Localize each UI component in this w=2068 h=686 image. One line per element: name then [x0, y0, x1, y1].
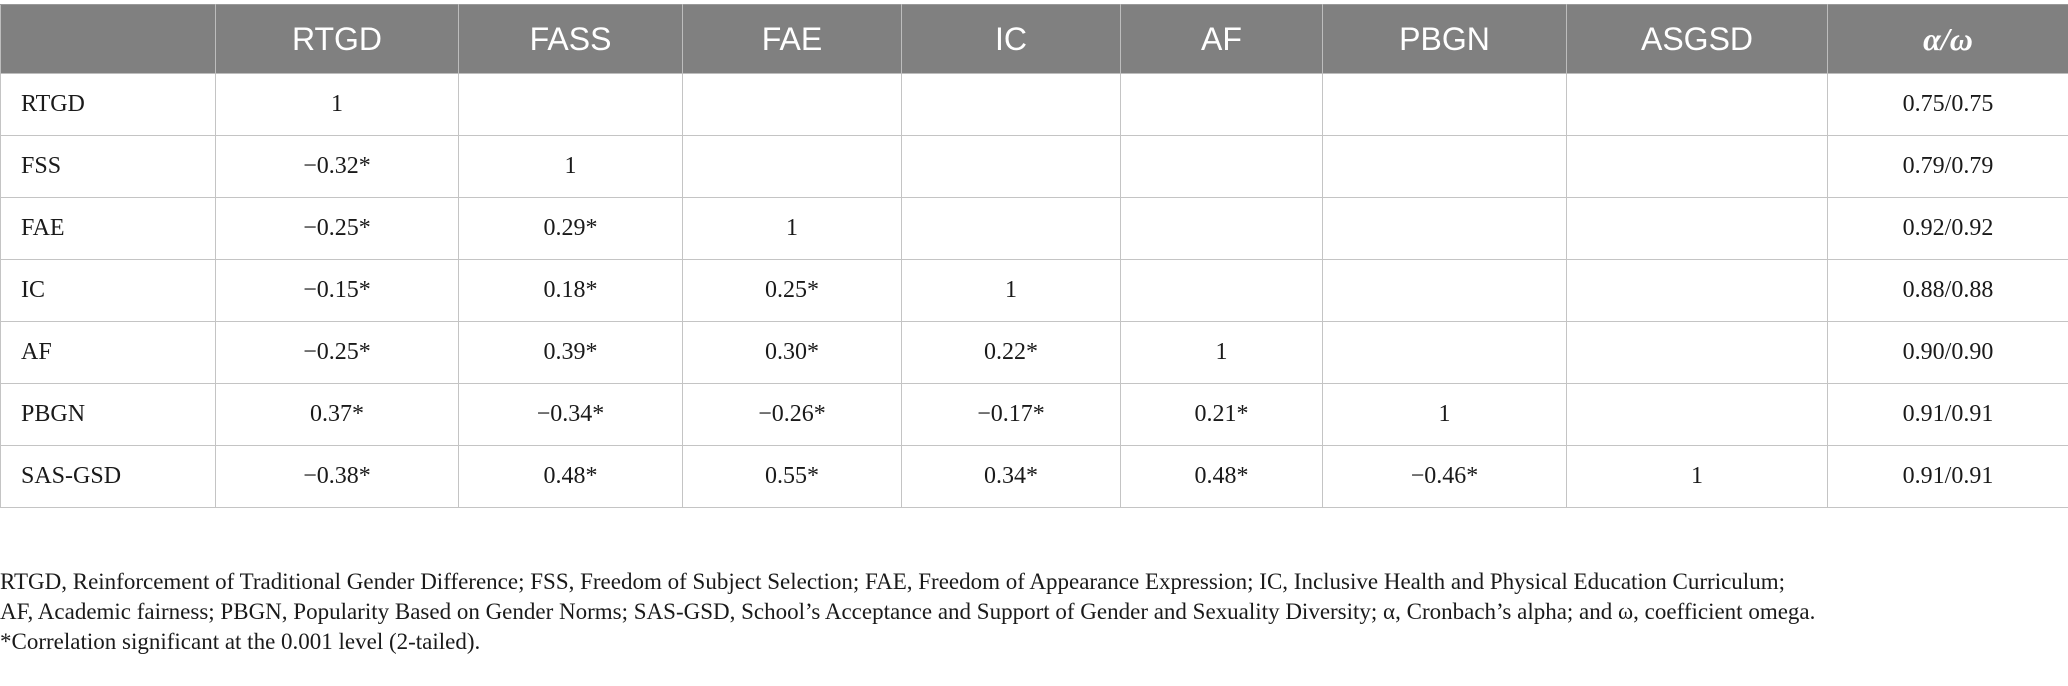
row-label: FAE: [1, 198, 216, 260]
header-alpha-omega: α/ω: [1828, 5, 2068, 74]
table-cell: 0.21*: [1121, 384, 1323, 446]
table-cell: 0.29*: [459, 198, 683, 260]
header-row: [1, 5, 2068, 74]
header-pbgn: PBGN: [1323, 5, 1567, 74]
table-row: [1, 446, 2068, 508]
table-cell: 0.91/0.91: [1828, 446, 2068, 508]
table-cell: 0.30*: [683, 322, 902, 384]
table-cell: [1121, 136, 1323, 198]
table-body: [1, 74, 2068, 508]
table-row: [1, 260, 2068, 322]
table-cell: −0.32*: [216, 136, 459, 198]
table-cell: 1: [1567, 446, 1828, 508]
header-ic: IC: [902, 5, 1121, 74]
table-cell: [1567, 322, 1828, 384]
table-cell: [1323, 322, 1567, 384]
table-cell: [1121, 74, 1323, 136]
table-row: [1, 384, 2068, 446]
table-cell: 1: [216, 74, 459, 136]
table-row: [1, 74, 2068, 136]
table-cell: 0.18*: [459, 260, 683, 322]
table-cell: −0.15*: [216, 260, 459, 322]
footnote-significance: *Correlation significant at the 0.001 level (2-tailed).: [0, 629, 481, 654]
header-asgsd: ASGSD: [1567, 5, 1828, 74]
table-cell: 0.22*: [902, 322, 1121, 384]
table-cell: [1567, 136, 1828, 198]
table-cell: [1323, 260, 1567, 322]
table-cell: 0.88/0.88: [1828, 260, 2068, 322]
table-cell: 1: [1121, 322, 1323, 384]
table-cell: 0.55*: [683, 446, 902, 508]
header-rtgd: RTGD: [216, 5, 459, 74]
table-cell: 0.92/0.92: [1828, 198, 2068, 260]
table-cell: −0.25*: [216, 322, 459, 384]
table-row: [1, 198, 2068, 260]
row-label: IC: [1, 260, 216, 322]
row-label: RTGD: [1, 74, 216, 136]
table-cell: 1: [683, 198, 902, 260]
table-cell: 0.75/0.75: [1828, 74, 2068, 136]
table-header: [1, 5, 2068, 74]
table-cell: 0.25*: [683, 260, 902, 322]
table-cell: [1567, 384, 1828, 446]
row-label: AF: [1, 322, 216, 384]
table-cell: [1121, 198, 1323, 260]
table-cell: −0.17*: [902, 384, 1121, 446]
table-cell: [459, 74, 683, 136]
correlation-table: [0, 4, 2068, 508]
table-cell: [902, 74, 1121, 136]
table-cell: [1567, 198, 1828, 260]
table-cell: 0.48*: [1121, 446, 1323, 508]
table-cell: 0.90/0.90: [1828, 322, 2068, 384]
table-cell: −0.25*: [216, 198, 459, 260]
footnote-abbreviations-1: RTGD, Reinforcement of Traditional Gender Difference; FSS, Freedom of Subject Selection; FAE, Freedom of Appearance Expression; IC, Inclusive Health and Physical Education Curriculum;: [0, 569, 1785, 594]
table-cell: [1567, 260, 1828, 322]
table-cell: 1: [459, 136, 683, 198]
table-row: [1, 136, 2068, 198]
table-cell: −0.34*: [459, 384, 683, 446]
header-fae: FAE: [683, 5, 902, 74]
table-cell: [902, 198, 1121, 260]
table-cell: [683, 74, 902, 136]
table-cell: 0.37*: [216, 384, 459, 446]
table-cell: [1121, 260, 1323, 322]
table-cell: 0.39*: [459, 322, 683, 384]
row-label: SAS-GSD: [1, 446, 216, 508]
table-cell: −0.38*: [216, 446, 459, 508]
header-fass: FASS: [459, 5, 683, 74]
table-cell: [683, 136, 902, 198]
table-cell: [1567, 74, 1828, 136]
table-cell: −0.26*: [683, 384, 902, 446]
table-cell: 1: [1323, 384, 1567, 446]
table-cell: [902, 136, 1121, 198]
table-cell: 0.48*: [459, 446, 683, 508]
table-cell: 0.79/0.79: [1828, 136, 2068, 198]
table-cell: [1323, 198, 1567, 260]
correlation-table-container: [0, 4, 2068, 508]
footnote-abbreviations-2: AF, Academic fairness; PBGN, Popularity Based on Gender Norms; SAS-GSD, School’s Acceptance and Support of Gender and Sexuality Diversity; α, Cronbach’s alpha; and ω, coefficient omega.: [0, 599, 1816, 624]
table-cell: −0.46*: [1323, 446, 1567, 508]
table-cell: 1: [902, 260, 1121, 322]
table-cell: 0.91/0.91: [1828, 384, 2068, 446]
table-footnotes: [0, 567, 2068, 657]
table-cell: 0.34*: [902, 446, 1121, 508]
row-label: FSS: [1, 136, 216, 198]
table-row: [1, 322, 2068, 384]
header-corner: [1, 5, 216, 74]
table-cell: [1323, 136, 1567, 198]
row-label: PBGN: [1, 384, 216, 446]
header-af: AF: [1121, 5, 1323, 74]
table-cell: [1323, 74, 1567, 136]
